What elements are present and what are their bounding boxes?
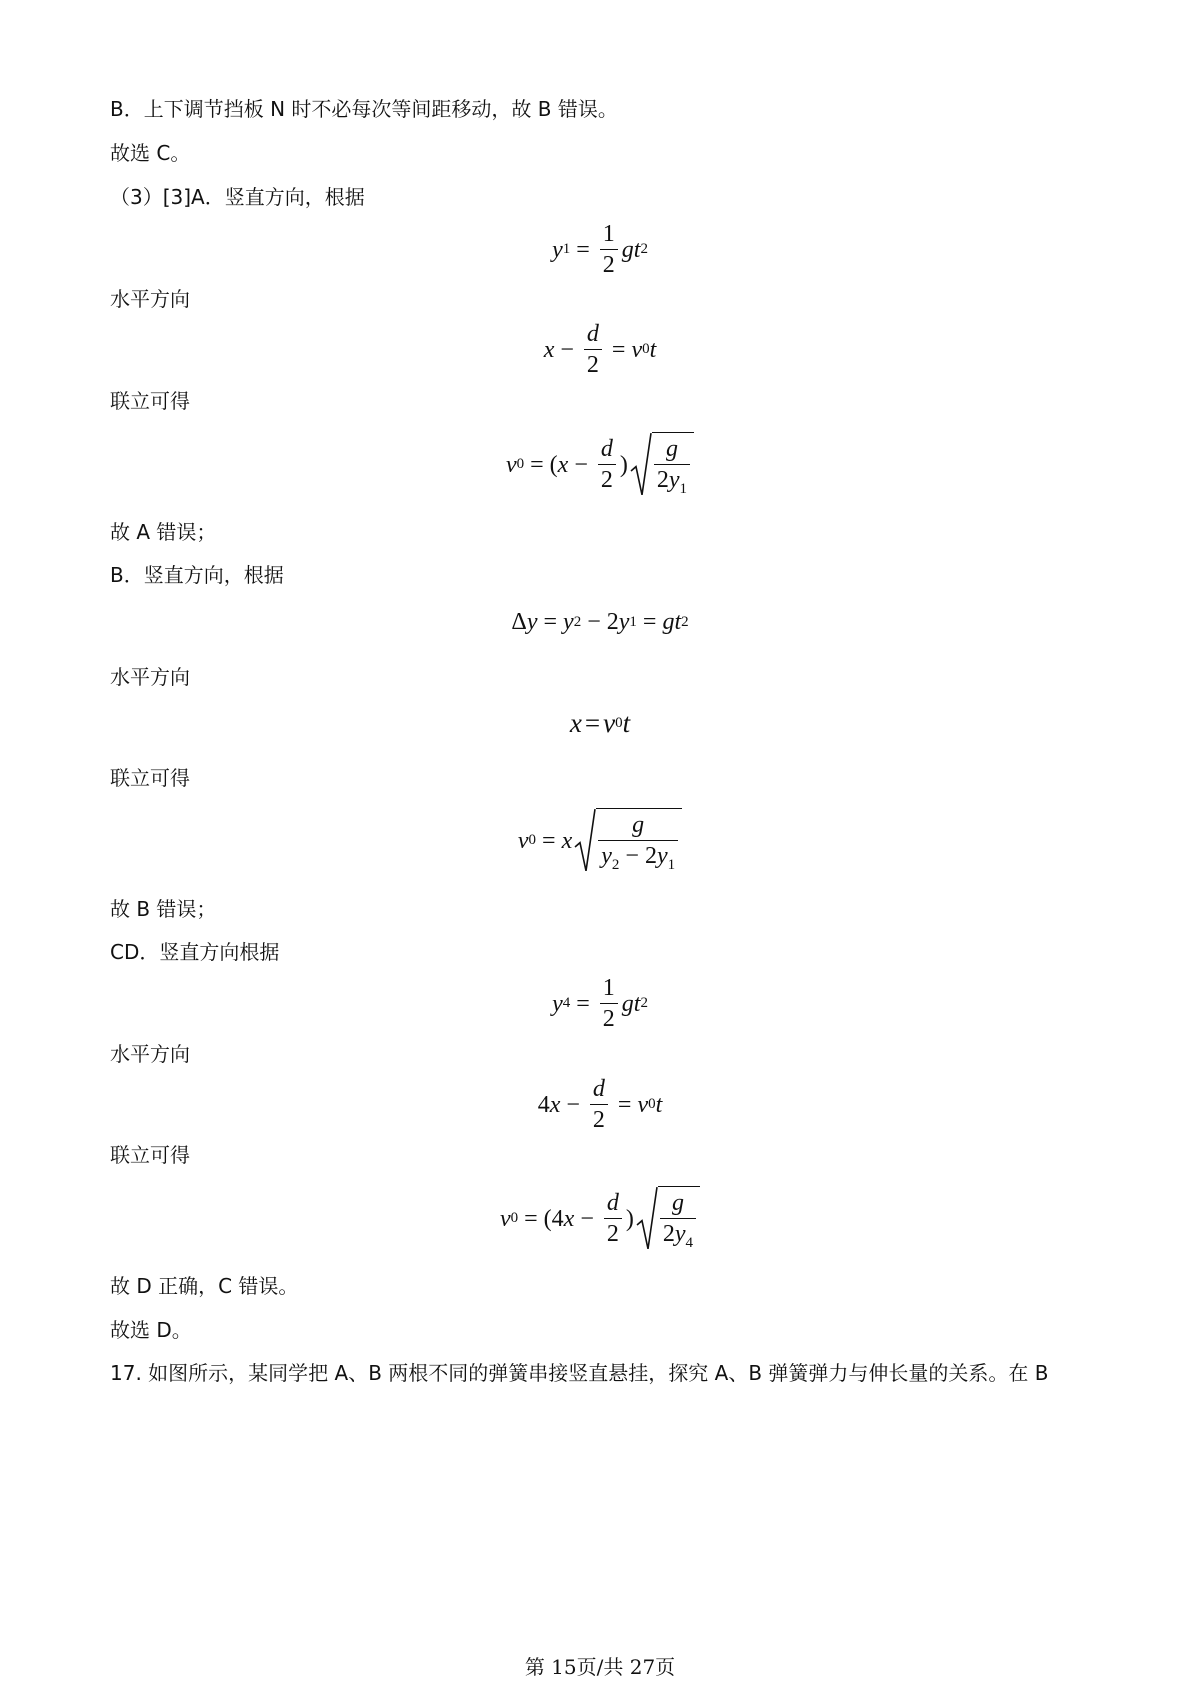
equation-3: v 0 = ( x − $\frac{d}{2}$ ) $\frac{g}{2y_1}$ [0,432,1200,497]
text-line-15: 故选 D。 [110,1318,192,1342]
text-line-7: B．竖直方向，根据 [110,563,284,587]
equation-8: 4 x − $\frac{d}{2}$ = v 0 t [537,1076,663,1133]
text-line-1: B．上下调节挡板 N 时不必每次等间距移动，故 B 错误。 [110,97,618,121]
equation-2: x − $\frac{d}{2}$ = v 0 t [543,321,657,378]
text-line-2: 故选 C。 [110,141,191,165]
equation-1: y 1 = $\frac{1}{2}$ gt 2 [552,221,648,278]
text-line-13: 联立可得 [110,1143,190,1167]
text-line-10: 故 B 错误； [110,897,217,921]
text-line-5: 联立可得 [110,389,190,413]
equation-7: y 4 = $\frac{1}{2}$ gt 2 [552,975,648,1032]
equation-6: v 0 = x $\frac{g}{y_2 - 2y_1}$ [0,808,1200,873]
text-line-3: （3）[3]A．竖直方向，根据 [110,185,365,209]
text-line-12: 水平方向 [110,1042,190,1066]
text-line-4: 水平方向 [110,287,190,311]
text-line-8: 水平方向 [110,665,190,689]
text-line-6: 故 A 错误； [110,520,217,544]
text-line-9: 联立可得 [110,766,190,790]
equation-5: x = v 0 t [569,708,631,738]
text-line-16: 17. 如图所示，某同学把 A、B 两根不同的弹簧串接竖直悬挂，探究 A、B 弹簧弹力与伸长量的关系。在 B [110,1361,1049,1385]
text-line-14: 故 D 正确，C 错误。 [110,1274,299,1298]
text-line-11: CD．竖直方向根据 [110,940,280,964]
equation-4: Δ y = y 2 − 2 y 1 = gt 2 [511,609,689,635]
equation-9: v 0 = (4 x − $\frac{d}{2}$ ) $\frac{g}{2y_4}$ [0,1186,1200,1251]
page-number-footer: 第 15页/共 27页 [524,1655,676,1679]
